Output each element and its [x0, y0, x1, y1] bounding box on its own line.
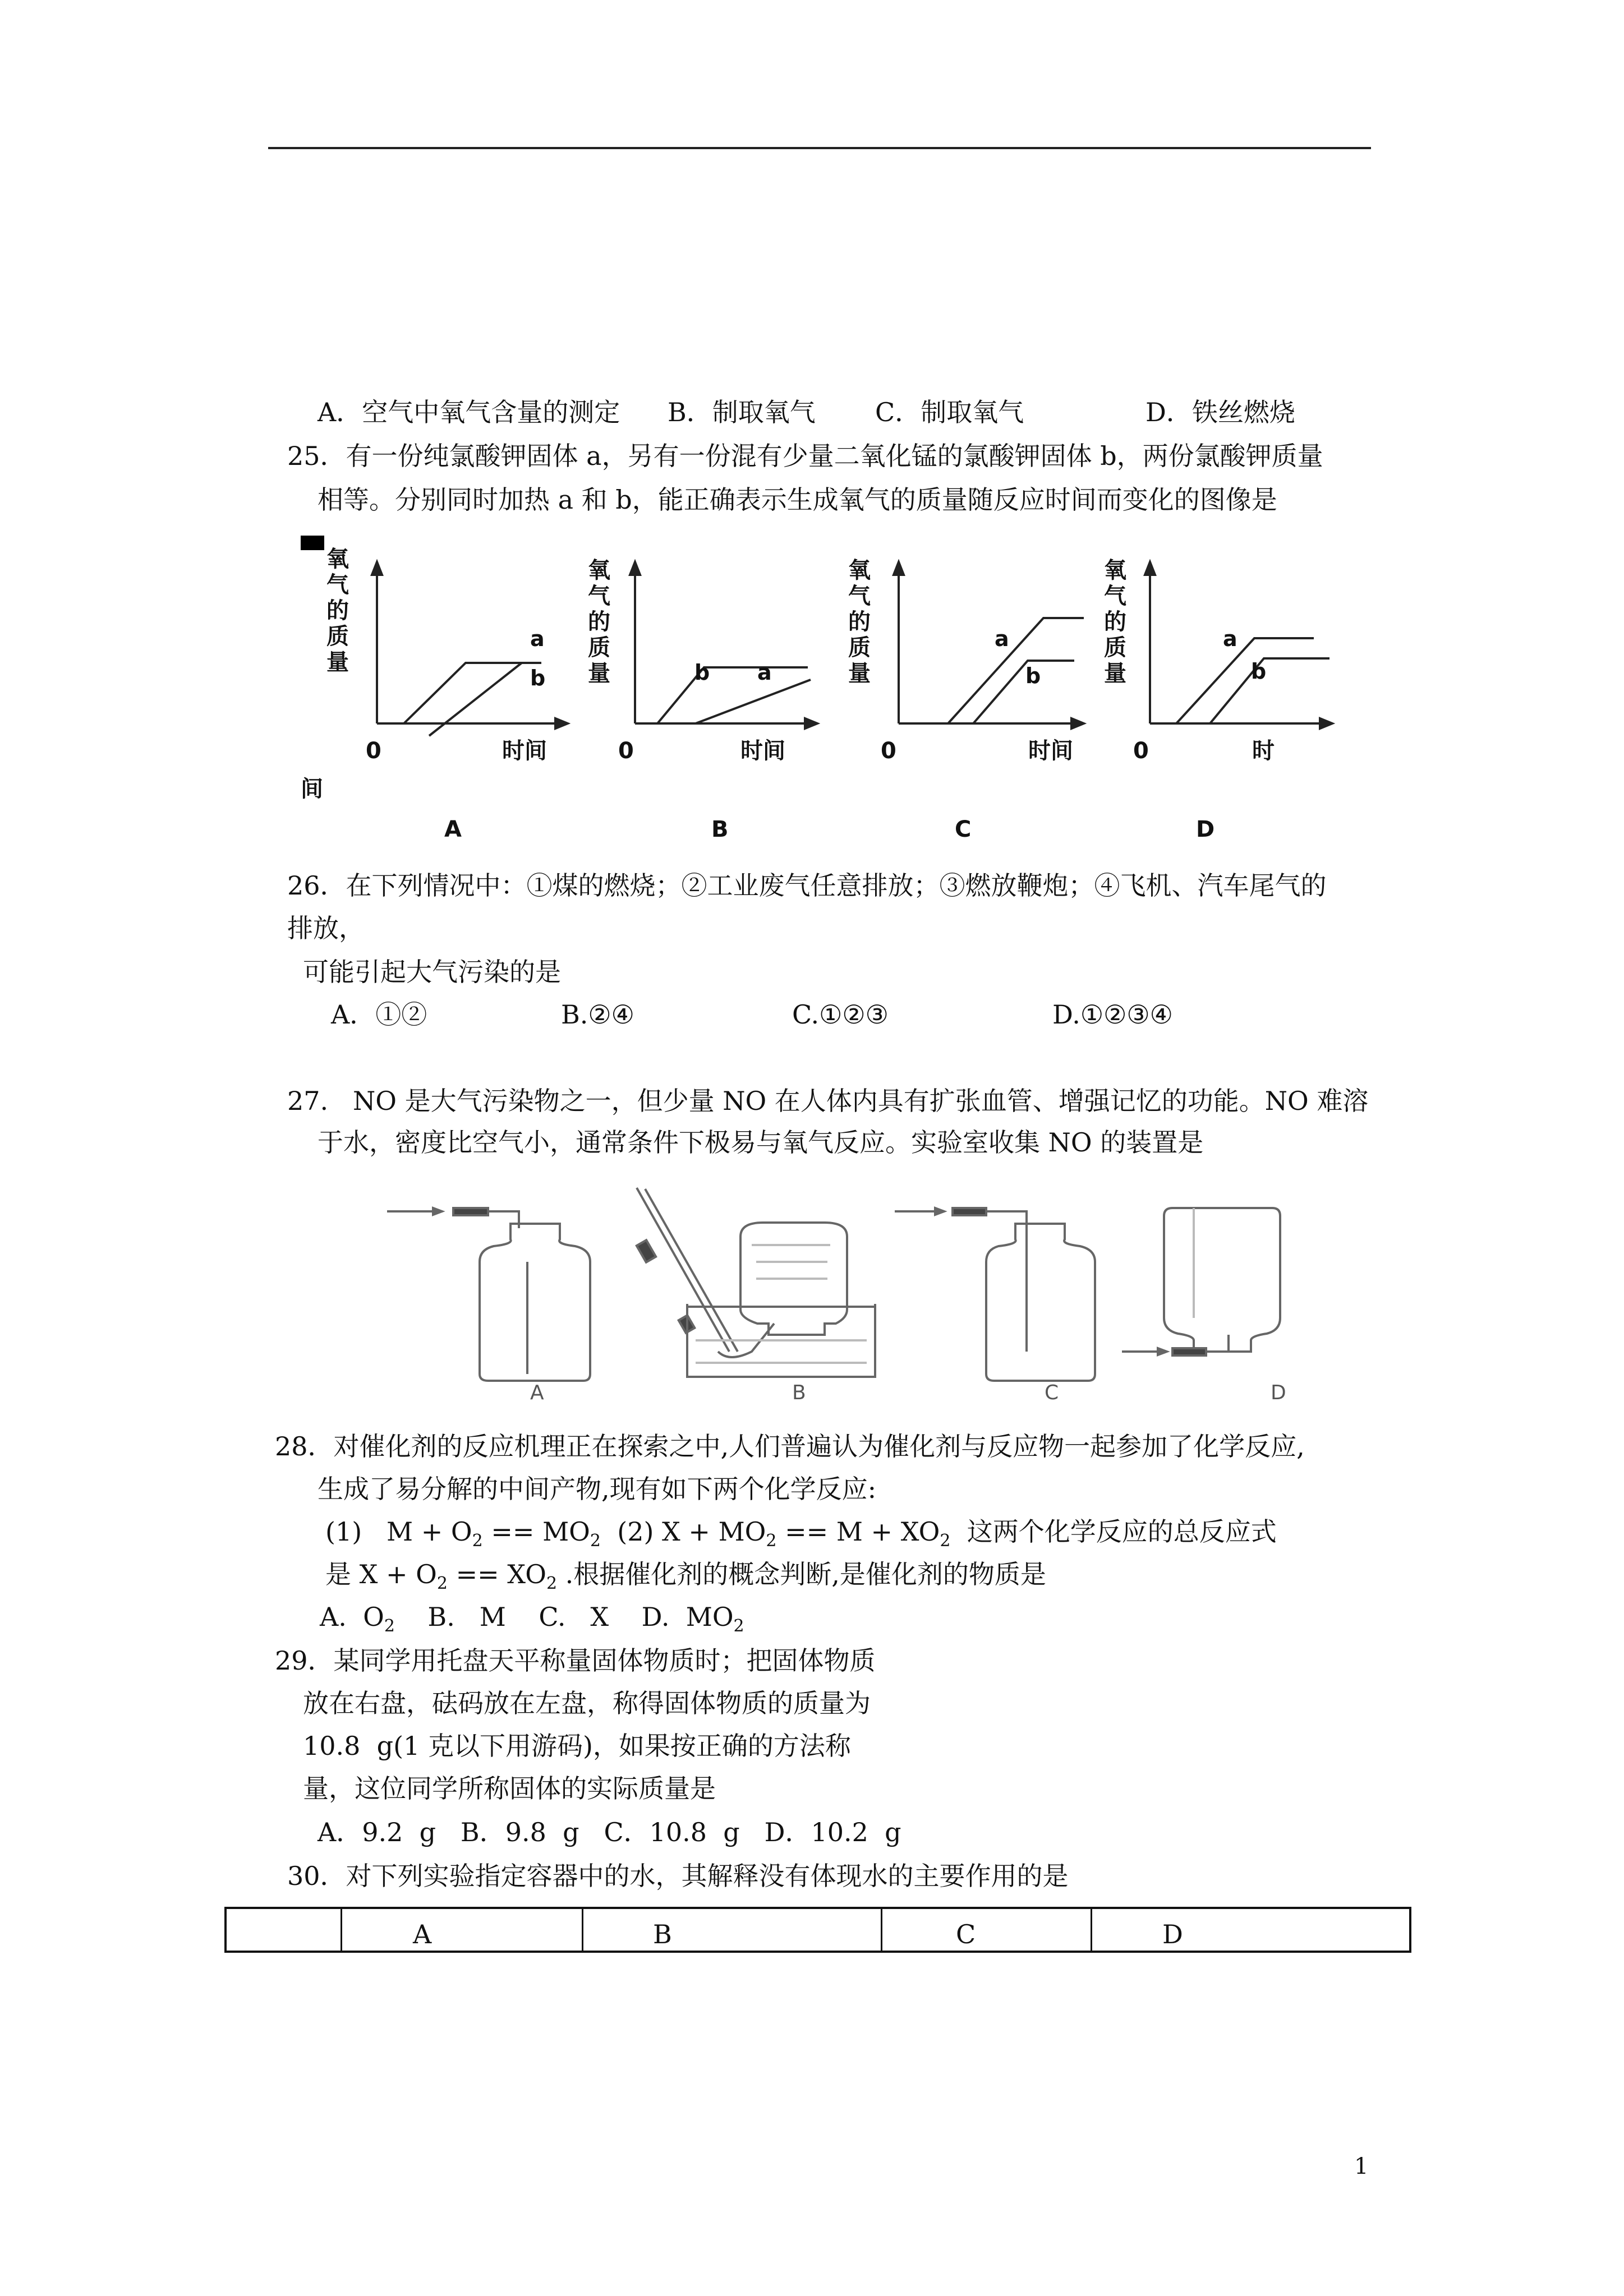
apparatus-b: [637, 1188, 875, 1377]
graph-b-xlabel: 时间: [740, 738, 785, 764]
graph-c-ylabel-1: 氧: [848, 557, 871, 583]
table-divider: [881, 1909, 882, 1951]
q29-stem-line3: 10.8 g(1 克以下用游码)，如果按正确的方法称: [303, 1731, 851, 1761]
graph-b-caption: B: [711, 817, 729, 842]
eq1-sub: 2: [472, 1531, 483, 1551]
graph-c-series-a: [948, 618, 1084, 723]
graph-b-ylabel-4: 质: [588, 635, 610, 661]
q26-option-b: B.②④: [561, 999, 634, 1030]
q26-option-a: A．①②: [331, 999, 427, 1030]
table-divider: [341, 1909, 342, 1951]
graph-b-series-a: [696, 680, 811, 723]
graph-a-ylabel-2: 气: [326, 572, 349, 598]
table-header-b: B: [653, 1919, 672, 1949]
graph-d-origin: 0: [1133, 738, 1149, 764]
page-number: 1: [1354, 2154, 1369, 2179]
graph-a-label-a: a: [530, 626, 545, 651]
header-rule: [268, 147, 1371, 149]
graph-d-xlabel-tail: 间: [301, 776, 323, 802]
table-header-c: C: [956, 1919, 976, 1949]
eq2-sub2: 2: [940, 1531, 951, 1551]
graph-a-label-b: b: [530, 666, 546, 690]
graph-d-ylabel-3: 的: [1104, 609, 1126, 635]
q30-stem: 30．对下列实验指定容器中的水，其解释没有体现水的主要作用的是: [287, 1861, 1069, 1891]
eq1-lhs: M + O: [387, 1516, 472, 1547]
eq2-sub: 2: [766, 1531, 777, 1551]
table-divider: [1091, 1909, 1092, 1951]
q28-stem-line2: 生成了易分解的中间产物,现有如下两个化学反应:: [318, 1474, 877, 1504]
graph-c-ylabel-2: 气: [848, 583, 871, 609]
q24-option-b: B．制取氧气: [668, 397, 816, 427]
graph-b-ylabel-3: 的: [588, 609, 610, 635]
q27-apparatus-figure: [381, 1183, 1358, 1402]
graph-d-ylabel-1: 氧: [1104, 557, 1126, 583]
graph-c-label-a: a: [995, 626, 1009, 651]
q28-option-a: A.: [320, 1602, 347, 1632]
graph-a-caption: A: [444, 817, 462, 842]
q29-stem-line2: 放在右盘，砝码放在左盘，称得固体物质的质量为: [303, 1688, 871, 1718]
q26-stem-line1: 26．在下列情况中：①煤的燃烧；②工业废气任意排放；③燃放鞭炮；④飞机、汽车尾气的: [287, 870, 1327, 901]
graph-b-origin: 0: [618, 738, 634, 764]
table-divider: [582, 1909, 583, 1951]
q28-option-c: C. X: [539, 1602, 609, 1632]
q29-options: A．9.2 g B．9.8 g C．10.8 g D．10.2 g: [318, 1817, 901, 1847]
q30-table: [224, 1907, 1411, 1953]
graph-d-plot: [1145, 562, 1332, 729]
graph-b-label-b: b: [694, 660, 710, 685]
eq1-sub2: 2: [590, 1531, 601, 1551]
graph-b-series-b: [657, 667, 808, 723]
q26-stem-line2: 排放，: [287, 913, 365, 943]
q28-option-b: B. M: [427, 1602, 506, 1632]
total-eq-lhs: 是 X + O: [325, 1559, 437, 1589]
q29-stem-line1: 29．某同学用托盘天平称量固体物质时；把固体物质: [275, 1645, 876, 1676]
apparatus-c: [895, 1208, 1095, 1381]
graph-a-xlabel: 时间: [502, 738, 547, 764]
q28-option-d: D.: [641, 1602, 670, 1632]
graph-a-series-a: [404, 663, 541, 723]
graph-b-ylabel-1: 氧: [588, 557, 610, 583]
q27-stem-line1: 27. NO 是大气污染物之一，但少量 NO 在人体内具有扩张血管、增强记忆的功能。NO 难溶: [287, 1086, 1369, 1116]
graph-a-series-b: [429, 663, 522, 736]
graph-c-ylabel-5: 量: [848, 661, 871, 686]
q25-stem-line2: 相等。分别同时加热 a 和 b，能正确表示生成氧气的质量随反应时间而变化的图像是: [318, 485, 1277, 515]
q24-option-c: C．制取氧气: [875, 397, 1024, 427]
q28-options: [320, 1604, 744, 1635]
graph-d-label-a: a: [1223, 626, 1237, 651]
graph-c-plot: [894, 562, 1084, 729]
q26-option-d: D.①②③④: [1052, 999, 1173, 1030]
graph-c-ylabel-4: 质: [848, 635, 871, 661]
graph-b-plot: [630, 562, 817, 729]
q26-option-c: C.①②③: [792, 999, 889, 1030]
table-header-a: A: [413, 1919, 432, 1949]
graph-c-xlabel: 时间: [1028, 738, 1073, 764]
graph-d-caption: D: [1196, 817, 1215, 842]
apparatus-a: [387, 1208, 590, 1381]
graph-c-series-b: [973, 661, 1074, 723]
q29-stem-line4: 量，这位同学所称固体的实际质量是: [303, 1773, 716, 1804]
apparatus-b-label: B: [792, 1381, 806, 1402]
apparatus-c-label: C: [1045, 1381, 1059, 1402]
q24-option-a: A．空气中氧气含量的测定: [318, 397, 620, 427]
graph-d-xlabel: 时: [1252, 738, 1275, 764]
eq1-rhs: == MO: [482, 1516, 590, 1547]
q24-option-d: D．铁丝燃烧: [1145, 397, 1295, 427]
total-eq-sub: 2: [436, 1574, 448, 1594]
eq2-number: (2): [617, 1516, 654, 1547]
q28-option-d-sub: 2: [733, 1616, 744, 1636]
graph-c-caption: C: [955, 817, 972, 842]
graph-d-ylabel-4: 质: [1104, 635, 1126, 661]
q28-stem-line1: 28．对催化剂的反应机理正在探索之中,人们普遍认为催化剂与反应物一起参加了化学反应,: [275, 1431, 1305, 1461]
graph-d-ylabel-2: 气: [1104, 583, 1126, 609]
graph-c-label-b: b: [1025, 663, 1041, 688]
q27-stem-line2: 于水，密度比空气小，通常条件下极易与氧气反应。实验室收集 NO 的装置是: [318, 1127, 1204, 1158]
graph-c-origin: 0: [881, 738, 896, 764]
graph-b-ylabel-2: 气: [588, 583, 610, 609]
q28-line3-tail: 这两个化学反应的总反应式: [967, 1516, 1277, 1547]
q28-option-d-value: MO: [686, 1602, 734, 1632]
graph-a-ylabel-3: 的: [326, 598, 349, 624]
graph-c-ylabel-3: 的: [848, 609, 871, 635]
graph-d-label-b: b: [1251, 659, 1267, 684]
q25-graphs: [292, 538, 1358, 852]
q26-stem-line3: 可能引起大气污染的是: [303, 957, 561, 987]
apparatus-a-label: A: [530, 1381, 544, 1402]
q28-total-equation-line: [325, 1561, 1046, 1592]
table-header-d: D: [1162, 1919, 1183, 1949]
apparatus-d: [1122, 1208, 1280, 1356]
eq2-lhs: X + MO: [662, 1516, 766, 1547]
graph-b-label-a: a: [757, 660, 772, 685]
q28-option-a-sub: 2: [384, 1616, 395, 1636]
graph-b-ylabel-5: 量: [588, 661, 610, 686]
total-eq-rhs: == XO: [447, 1559, 546, 1589]
q28-equations-line: [325, 1516, 1277, 1551]
q28-option-a-value: O: [363, 1602, 384, 1632]
graph-a-ylabel-1: 氧: [326, 546, 349, 572]
apparatus-d-label: D: [1271, 1381, 1286, 1402]
graph-a-ylabel-5: 量: [326, 649, 349, 675]
q25-stem-line1: 25．有一份纯氯酸钾固体 a，另有一份混有少量二氧化锰的氯酸钾固体 b，两份氯酸钾质量: [287, 441, 1323, 471]
graph-a-ylabel-4: 质: [326, 624, 349, 649]
graph-d-ylabel-5: 量: [1104, 661, 1126, 686]
graph-a-origin: 0: [366, 738, 381, 764]
eq2-rhs: == M + XO: [776, 1516, 940, 1547]
eq1-number: (1): [325, 1516, 362, 1547]
total-eq-sub2: 2: [546, 1574, 558, 1594]
q28-question: .根据催化剂的概念判断,是催化剂的物质是: [557, 1559, 1046, 1589]
